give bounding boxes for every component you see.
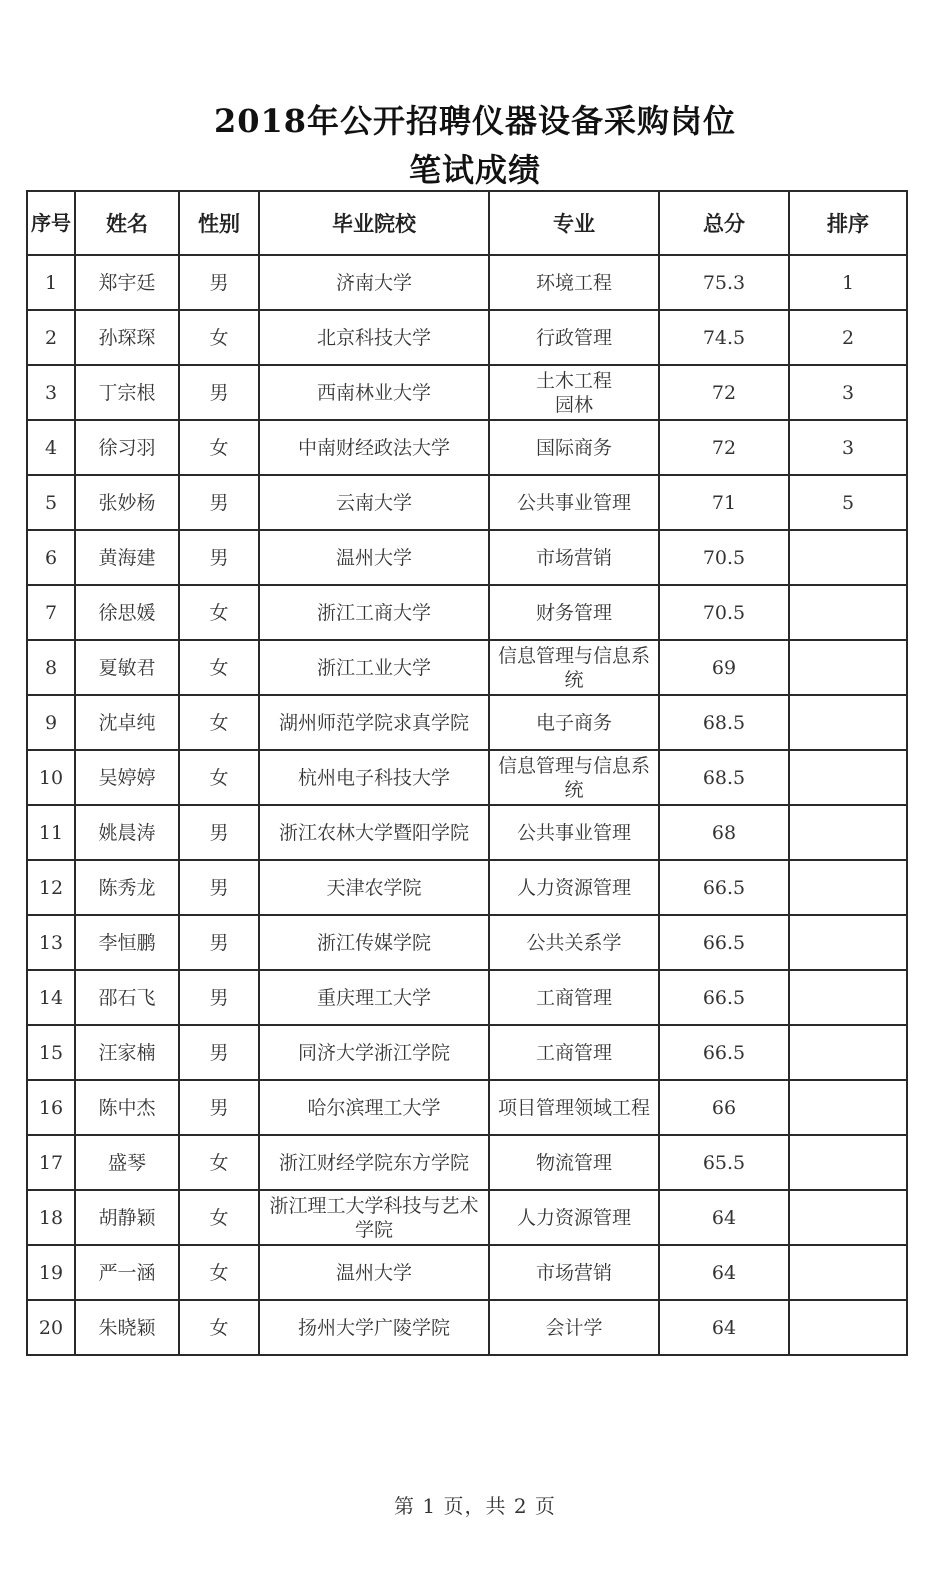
cell-gender: 女 (179, 420, 259, 475)
cell-score: 69 (659, 640, 789, 695)
table-row (27, 475, 907, 530)
cell-rank (789, 750, 907, 805)
table-row (27, 1245, 907, 1300)
cell-rank (789, 1300, 907, 1355)
cell-name: 郑宇廷 (75, 255, 179, 310)
cell-name: 夏敏君 (75, 640, 179, 695)
cell-school: 浙江工业大学 (259, 640, 489, 695)
cell-name: 张妙杨 (75, 475, 179, 530)
cell-seq: 11 (27, 805, 75, 860)
header-gender: 性别 (179, 191, 259, 255)
cell-seq: 18 (27, 1190, 75, 1245)
cell-score: 68.5 (659, 750, 789, 805)
cell-gender: 男 (179, 915, 259, 970)
cell-rank (789, 1080, 907, 1135)
cell-school: 温州大学 (259, 530, 489, 585)
table-row (27, 640, 907, 695)
cell-rank (789, 1025, 907, 1080)
table-row (27, 585, 907, 640)
cell-gender: 女 (179, 750, 259, 805)
cell-name: 邵石飞 (75, 970, 179, 1025)
table-row (27, 915, 907, 970)
cell-seq: 14 (27, 970, 75, 1025)
cell-rank (789, 585, 907, 640)
header-seq: 序号 (27, 191, 75, 255)
table-row (27, 1190, 907, 1245)
table-row (27, 530, 907, 585)
cell-rank (789, 970, 907, 1025)
cell-gender: 女 (179, 640, 259, 695)
cell-seq: 7 (27, 585, 75, 640)
header-row (27, 191, 907, 255)
cell-seq: 17 (27, 1135, 75, 1190)
cell-major: 工商管理 (489, 1025, 659, 1080)
cell-rank: 1 (789, 255, 907, 310)
cell-name: 盛琴 (75, 1135, 179, 1190)
cell-seq: 2 (27, 310, 75, 365)
table-row (27, 1025, 907, 1080)
cell-rank (789, 860, 907, 915)
cell-major: 市场营销 (489, 1245, 659, 1300)
cell-seq: 9 (27, 695, 75, 750)
cell-gender: 男 (179, 1025, 259, 1080)
cell-rank: 3 (789, 365, 907, 420)
cell-score: 72 (659, 420, 789, 475)
cell-name: 黄海建 (75, 530, 179, 585)
cell-rank (789, 915, 907, 970)
cell-score: 75.3 (659, 255, 789, 310)
header-rank: 排序 (789, 191, 907, 255)
table-row (27, 970, 907, 1025)
page-footer: 第 1 页，共 2 页 (394, 1494, 556, 1518)
cell-rank: 5 (789, 475, 907, 530)
cell-major: 公共事业管理 (489, 475, 659, 530)
cell-major: 工商管理 (489, 970, 659, 1025)
cell-gender: 男 (179, 1080, 259, 1135)
cell-gender: 女 (179, 1245, 259, 1300)
table-row (27, 365, 907, 420)
cell-school: 扬州大学广陵学院 (259, 1300, 489, 1355)
cell-name: 沈卓纯 (75, 695, 179, 750)
table-row (27, 860, 907, 915)
cell-gender: 男 (179, 530, 259, 585)
table-row (27, 1135, 907, 1190)
cell-rank (789, 1245, 907, 1300)
cell-score: 64 (659, 1190, 789, 1245)
cell-seq: 12 (27, 860, 75, 915)
cell-score: 66.5 (659, 1025, 789, 1080)
cell-name: 朱晓颖 (75, 1300, 179, 1355)
cell-score: 65.5 (659, 1135, 789, 1190)
cell-school: 天津农学院 (259, 860, 489, 915)
cell-name: 徐习羽 (75, 420, 179, 475)
cell-seq: 10 (27, 750, 75, 805)
cell-score: 71 (659, 475, 789, 530)
cell-school: 浙江工商大学 (259, 585, 489, 640)
cell-school: 云南大学 (259, 475, 489, 530)
cell-major: 项目管理领域工程 (489, 1080, 659, 1135)
cell-gender: 女 (179, 310, 259, 365)
header-name: 姓名 (75, 191, 179, 255)
cell-name: 丁宗根 (75, 365, 179, 420)
cell-rank (789, 805, 907, 860)
table-row (27, 420, 907, 475)
cell-school: 杭州电子科技大学 (259, 750, 489, 805)
cell-score: 70.5 (659, 530, 789, 585)
cell-school: 温州大学 (259, 1245, 489, 1300)
cell-name: 吴婷婷 (75, 750, 179, 805)
cell-rank (789, 530, 907, 585)
table-row (27, 695, 907, 750)
table-row (27, 255, 907, 310)
cell-score: 74.5 (659, 310, 789, 365)
cell-school: 重庆理工大学 (259, 970, 489, 1025)
cell-major: 信息管理与信息系统 (489, 750, 659, 805)
table-row (27, 310, 907, 365)
cell-major: 市场营销 (489, 530, 659, 585)
cell-rank: 3 (789, 420, 907, 475)
cell-score: 68.5 (659, 695, 789, 750)
cell-school: 湖州师范学院求真学院 (259, 695, 489, 750)
cell-seq: 4 (27, 420, 75, 475)
cell-major: 财务管理 (489, 585, 659, 640)
table-row (27, 750, 907, 805)
cell-name: 陈秀龙 (75, 860, 179, 915)
cell-score: 64 (659, 1245, 789, 1300)
cell-major: 土木工程 园林 (489, 365, 659, 420)
cell-score: 72 (659, 365, 789, 420)
cell-rank (789, 640, 907, 695)
cell-name: 汪家楠 (75, 1025, 179, 1080)
cell-name: 徐思媛 (75, 585, 179, 640)
cell-gender: 女 (179, 1190, 259, 1245)
cell-score: 70.5 (659, 585, 789, 640)
cell-major: 电子商务 (489, 695, 659, 750)
cell-major: 行政管理 (489, 310, 659, 365)
cell-school: 济南大学 (259, 255, 489, 310)
cell-seq: 1 (27, 255, 75, 310)
cell-school: 浙江传媒学院 (259, 915, 489, 970)
cell-seq: 8 (27, 640, 75, 695)
table-body (27, 255, 907, 1355)
cell-rank: 2 (789, 310, 907, 365)
cell-rank (789, 1135, 907, 1190)
cell-seq: 5 (27, 475, 75, 530)
header-major: 专业 (489, 191, 659, 255)
cell-gender: 女 (179, 585, 259, 640)
cell-gender: 女 (179, 1135, 259, 1190)
cell-major: 公共事业管理 (489, 805, 659, 860)
cell-name: 胡静颖 (75, 1190, 179, 1245)
header-school: 毕业院校 (259, 191, 489, 255)
cell-score: 68 (659, 805, 789, 860)
cell-school: 西南林业大学 (259, 365, 489, 420)
cell-school: 哈尔滨理工大学 (259, 1080, 489, 1135)
table-row (27, 1080, 907, 1135)
table-row (27, 805, 907, 860)
cell-major: 人力资源管理 (489, 1190, 659, 1245)
cell-seq: 15 (27, 1025, 75, 1080)
cell-seq: 20 (27, 1300, 75, 1355)
cell-rank (789, 1190, 907, 1245)
cell-gender: 男 (179, 860, 259, 915)
cell-school: 同济大学浙江学院 (259, 1025, 489, 1080)
cell-gender: 男 (179, 365, 259, 420)
cell-score: 64 (659, 1300, 789, 1355)
cell-gender: 女 (179, 695, 259, 750)
cell-rank (789, 695, 907, 750)
cell-name: 孙琛琛 (75, 310, 179, 365)
cell-major: 环境工程 (489, 255, 659, 310)
header-score: 总分 (659, 191, 789, 255)
cell-score: 66 (659, 1080, 789, 1135)
page-subtitle: 笔试成绩 (408, 151, 541, 189)
cell-name: 陈中杰 (75, 1080, 179, 1135)
cell-school: 浙江理工大学科技与艺术学院 (259, 1190, 489, 1245)
cell-name: 严一涵 (75, 1245, 179, 1300)
table-row (27, 1300, 907, 1355)
cell-seq: 16 (27, 1080, 75, 1135)
cell-gender: 男 (179, 970, 259, 1025)
cell-seq: 3 (27, 365, 75, 420)
cell-name: 李恒鹏 (75, 915, 179, 970)
cell-major: 国际商务 (489, 420, 659, 475)
cell-major: 物流管理 (489, 1135, 659, 1190)
cell-school: 北京科技大学 (259, 310, 489, 365)
cell-school: 浙江农林大学暨阳学院 (259, 805, 489, 860)
cell-score: 66.5 (659, 970, 789, 1025)
cell-name: 姚晨涛 (75, 805, 179, 860)
cell-major: 信息管理与信息系统 (489, 640, 659, 695)
cell-score: 66.5 (659, 915, 789, 970)
cell-gender: 男 (179, 475, 259, 530)
cell-gender: 男 (179, 255, 259, 310)
cell-gender: 女 (179, 1300, 259, 1355)
cell-school: 浙江财经学院东方学院 (259, 1135, 489, 1190)
cell-major: 会计学 (489, 1300, 659, 1355)
results-table (26, 190, 908, 1356)
cell-seq: 19 (27, 1245, 75, 1300)
cell-school: 中南财经政法大学 (259, 420, 489, 475)
cell-gender: 男 (179, 805, 259, 860)
cell-major: 公共关系学 (489, 915, 659, 970)
page-title: 2018年公开招聘仪器设备采购岗位 (213, 102, 737, 140)
cell-seq: 6 (27, 530, 75, 585)
cell-major: 人力资源管理 (489, 860, 659, 915)
cell-score: 66.5 (659, 860, 789, 915)
cell-seq: 13 (27, 915, 75, 970)
